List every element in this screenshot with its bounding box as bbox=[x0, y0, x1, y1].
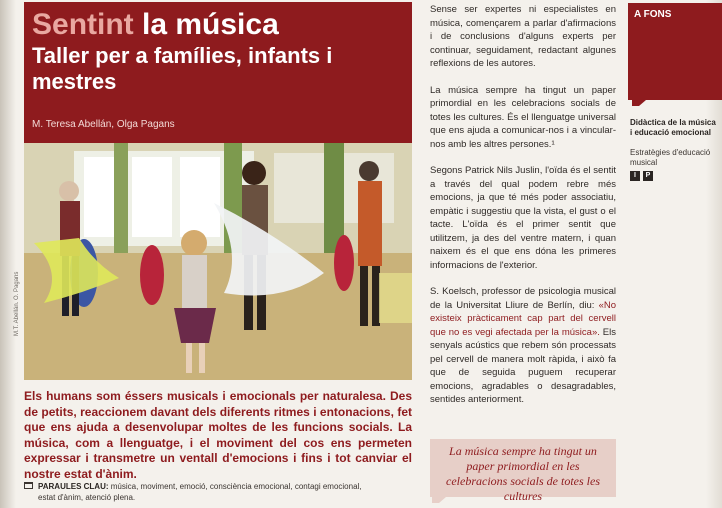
body-paragraph-4 bbox=[430, 285, 616, 407]
keywords-text: música, moviment, emoció, consciència emocional, contagi emocional, estat d'ànim, atenció plena. bbox=[38, 482, 362, 502]
body-paragraph-2: La música sempre ha tingut un paper primordial en les celebracions socials de totes les cultures. És el llenguatge universal que ens ajuda a comunicar-nos i a vincular-nos amb les altres persones.¹ bbox=[430, 84, 616, 150]
sidebar-box bbox=[628, 3, 722, 100]
article-subtitle: Taller per a famílies, infants i mestres bbox=[32, 43, 333, 94]
sidebar-subtitle: Estratègies d'educació musical bbox=[630, 148, 711, 167]
lead-paragraph: Els humans som éssers musicals i emocionals per naturalesa. Des de petits, reaccionem davant dels diferents ritmes i entonacions, fet que ens ajuda a desenvolupar moltes de les funcions socials. La música, com a llenguatge, i el moviment del cos ens permeten expressar i transmetre un ventall d'emocions i fins i tot canviar el nostre estat d'ànim. bbox=[24, 389, 412, 481]
keywords bbox=[24, 481, 364, 503]
sidebar-title: Didàctica de la música i educació emocional bbox=[630, 118, 716, 137]
article-title bbox=[32, 8, 279, 42]
sidebar-label: A FONS bbox=[634, 9, 672, 20]
pull-quote: La música sempre ha tingut un paper primordial en les celebracions socials de totes les cultures bbox=[430, 439, 616, 497]
sidebar-tags bbox=[630, 171, 653, 181]
title-banner bbox=[24, 2, 412, 143]
body-paragraph-1: Sense ser expertes ni especialistes en música, començarem a parlar d'afirmacions i de conclusions d'alguns experts per continuar, seguidament, redactant algunes reflexions de les autores. bbox=[430, 4, 616, 69]
body-paragraph-4-start: S. Koelsch, professor de psicologia musical de la Universitat Lliure de Berlín, diu: bbox=[430, 286, 616, 311]
title-word-2: la música bbox=[142, 8, 279, 41]
body-column bbox=[430, 3, 616, 420]
koelsch-quote: «No existeix pràcticament cap part del cervell que no es vegi afectada per la música». bbox=[430, 299, 616, 338]
body-paragraph-4-end: Els senyals acústics que rebem són processats pel cervell de manera molt ràpida, i això fa que de seguida puguem recuperar emocions, agradables o desagradables, sentides anteriorment. bbox=[430, 326, 616, 405]
pull-quote-tail bbox=[432, 497, 446, 503]
title-word-1: Sentint bbox=[32, 8, 134, 41]
folder-icon bbox=[24, 482, 33, 489]
workshop-photo-illustration bbox=[24, 143, 412, 380]
keywords-label: PARAULES CLAU: bbox=[38, 482, 109, 491]
sidebar-tag: I bbox=[630, 171, 640, 181]
sidebar-tag: P bbox=[643, 171, 653, 181]
workshop-photo bbox=[24, 143, 412, 380]
page-gutter-shadow bbox=[0, 0, 16, 508]
photo-credit: M.T. Abellán. O. Pagans bbox=[14, 271, 20, 336]
sidebar-box-tail bbox=[632, 100, 646, 106]
article-authors: M. Teresa Abellán, Olga Pagans bbox=[32, 119, 175, 130]
body-paragraph-3: Segons Patrick Nils Juslin, l'oïda és el sentit a través del qual podem rebre més emocions, ja que té més poder associatiu, empàtic i suggestiu que la vista, el gust o el tacte. L'oïda és el primer sentit que utilitzem, ja des del ventre matern, i quan naixem és el que ens dóna les primeres informacions de l'exterior. bbox=[430, 165, 616, 271]
